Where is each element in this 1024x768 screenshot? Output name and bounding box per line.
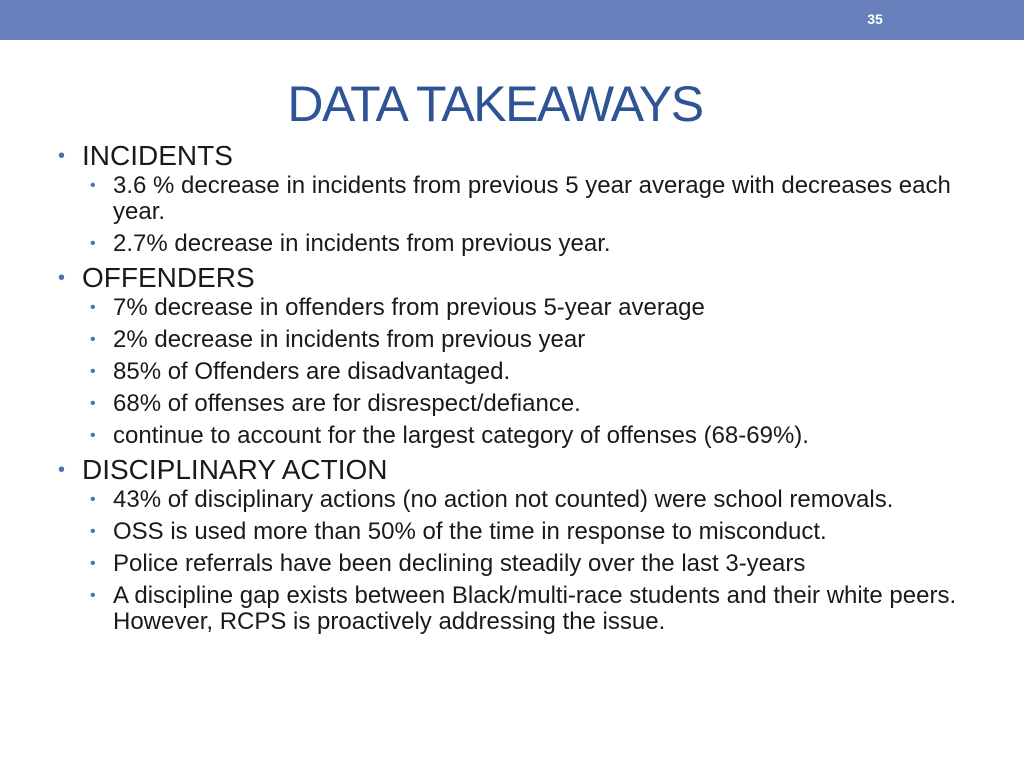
bullet-icon: •	[90, 363, 96, 380]
list-item-text: 68% of offenses are for disrespect/defiance.	[113, 390, 581, 417]
list-item	[56, 583, 986, 635]
list-item-text: 3.6 % decrease in incidents from previous 5 year average with decreases each year.	[113, 172, 951, 225]
list-item-text: OSS is used more than 50% of the time in response to misconduct.	[113, 518, 827, 545]
bullet-icon: •	[58, 267, 66, 289]
list-item-text: Police referrals have been declining steadily over the last 3-years	[113, 550, 806, 577]
bullet-list	[56, 173, 986, 257]
bullet-icon: •	[58, 459, 66, 481]
bullet-icon: •	[90, 555, 96, 572]
list-item-text: 2.7% decrease in incidents from previous year.	[113, 230, 611, 257]
list-item-text: continue to account for the largest category of offenses (68-69%).	[113, 422, 809, 449]
list-item	[56, 295, 986, 321]
list-item-text: 85% of Offenders are disadvantaged.	[113, 358, 511, 385]
list-item-text: 2% decrease in incidents from previous year	[113, 326, 586, 353]
bullet-icon: •	[90, 491, 96, 508]
bullet-icon: •	[90, 395, 96, 412]
list-item	[56, 173, 986, 225]
section-heading	[56, 141, 986, 171]
bullet-icon: •	[90, 177, 96, 194]
section-incidents	[56, 141, 986, 257]
list-item	[56, 327, 986, 353]
list-item	[56, 231, 986, 257]
list-item-text: 43% of disciplinary actions (no action not counted) were school removals.	[113, 486, 894, 513]
section-disciplinary-action	[56, 455, 986, 635]
bullet-icon: •	[90, 427, 96, 444]
list-item	[56, 391, 986, 417]
list-item-text: 7% decrease in offenders from previous 5-year average	[113, 294, 705, 321]
section-heading	[56, 263, 986, 293]
list-item	[56, 359, 986, 385]
list-item	[56, 551, 986, 577]
list-item	[56, 519, 986, 545]
list-item	[56, 487, 986, 513]
bullet-list	[56, 295, 986, 449]
slide-number: 35	[867, 11, 883, 27]
slide-content	[56, 140, 986, 641]
bullet-icon: •	[90, 299, 96, 316]
bullet-icon: •	[90, 235, 96, 252]
bullet-list	[56, 487, 986, 635]
section-heading	[56, 455, 986, 485]
section-heading-text: DISCIPLINARY ACTION	[82, 454, 388, 485]
bullet-icon: •	[90, 331, 96, 348]
section-offenders	[56, 263, 986, 449]
section-heading-text: OFFENDERS	[82, 262, 255, 293]
list-item	[56, 423, 986, 449]
bullet-icon: •	[90, 587, 96, 604]
top-bar	[0, 0, 1024, 40]
bullet-icon: •	[58, 145, 66, 167]
bullet-icon: •	[90, 523, 96, 540]
list-item-text: A discipline gap exists between Black/multi-race students and their white peers. However, RCPS is proactively addressing the issue.	[113, 582, 957, 635]
slide-title: DATA TAKEAWAYS	[287, 76, 703, 132]
section-heading-text: INCIDENTS	[82, 140, 233, 171]
